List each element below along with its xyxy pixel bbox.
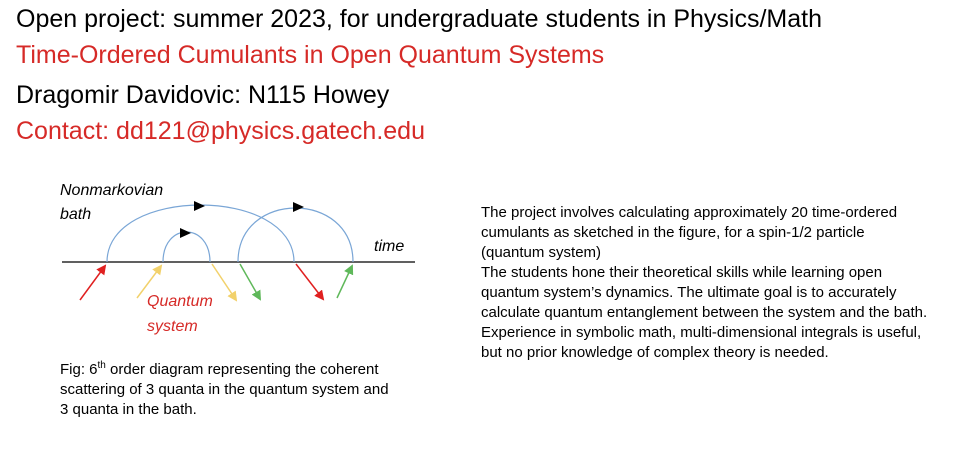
arc-direction-arrow-2	[293, 202, 304, 212]
bath-label-line2: bath	[60, 206, 92, 223]
figure-caption	[60, 360, 390, 420]
outgoing-bath-quantum-arrow	[296, 264, 323, 299]
incoming-green-arrow	[337, 266, 352, 298]
project-description	[481, 203, 931, 363]
description-paragraph-1: The project involves calculating approximately 20 time-ordered cumulants as sketched in the figure, for a spin-1/2 particle (quantum system)	[481, 204, 898, 261]
incoming-bath-quantum-arrow	[80, 266, 105, 300]
caption-start: Fig: 6	[60, 361, 98, 378]
bath-arc-right	[238, 208, 353, 262]
system-label-line2: system	[147, 318, 198, 335]
system-label: Quantum	[147, 293, 213, 310]
caption-superscript: th	[97, 360, 106, 371]
description-paragraph-2: The students hone their theoretical skills while learning open quantum system’s dynamics. The ultimate goal is to accurately calculate quantum entanglement between the system and the bath. Experience in symbolic math, multi-dimensional integrals is useful, but no prior knowledge of complex theory is needed.	[481, 264, 928, 361]
project-heading: Open project: summer 2023, for undergraduate students in Physics/Math	[16, 5, 822, 33]
caption-rest: order diagram representing the coherent scattering of 3 quanta in the quantum system and 3 quanta in the bath.	[60, 361, 389, 418]
system-arc	[163, 232, 210, 262]
arc-direction-arrow-1	[194, 201, 205, 211]
contact-line: Contact: dd121@physics.gatech.edu	[16, 117, 425, 145]
author-line: Dragomir Davidovic: N115 Howey	[16, 81, 390, 109]
bath-arc-outer	[107, 205, 294, 262]
outgoing-system-quantum-arrow	[212, 264, 236, 300]
bath-label: Nonmarkovian	[60, 182, 164, 199]
time-label: time	[374, 238, 405, 255]
outgoing-green-arrow	[240, 264, 260, 299]
project-title: Time-Ordered Cumulants in Open Quantum Systems	[16, 41, 605, 69]
arc-direction-arrow-3	[180, 228, 191, 238]
